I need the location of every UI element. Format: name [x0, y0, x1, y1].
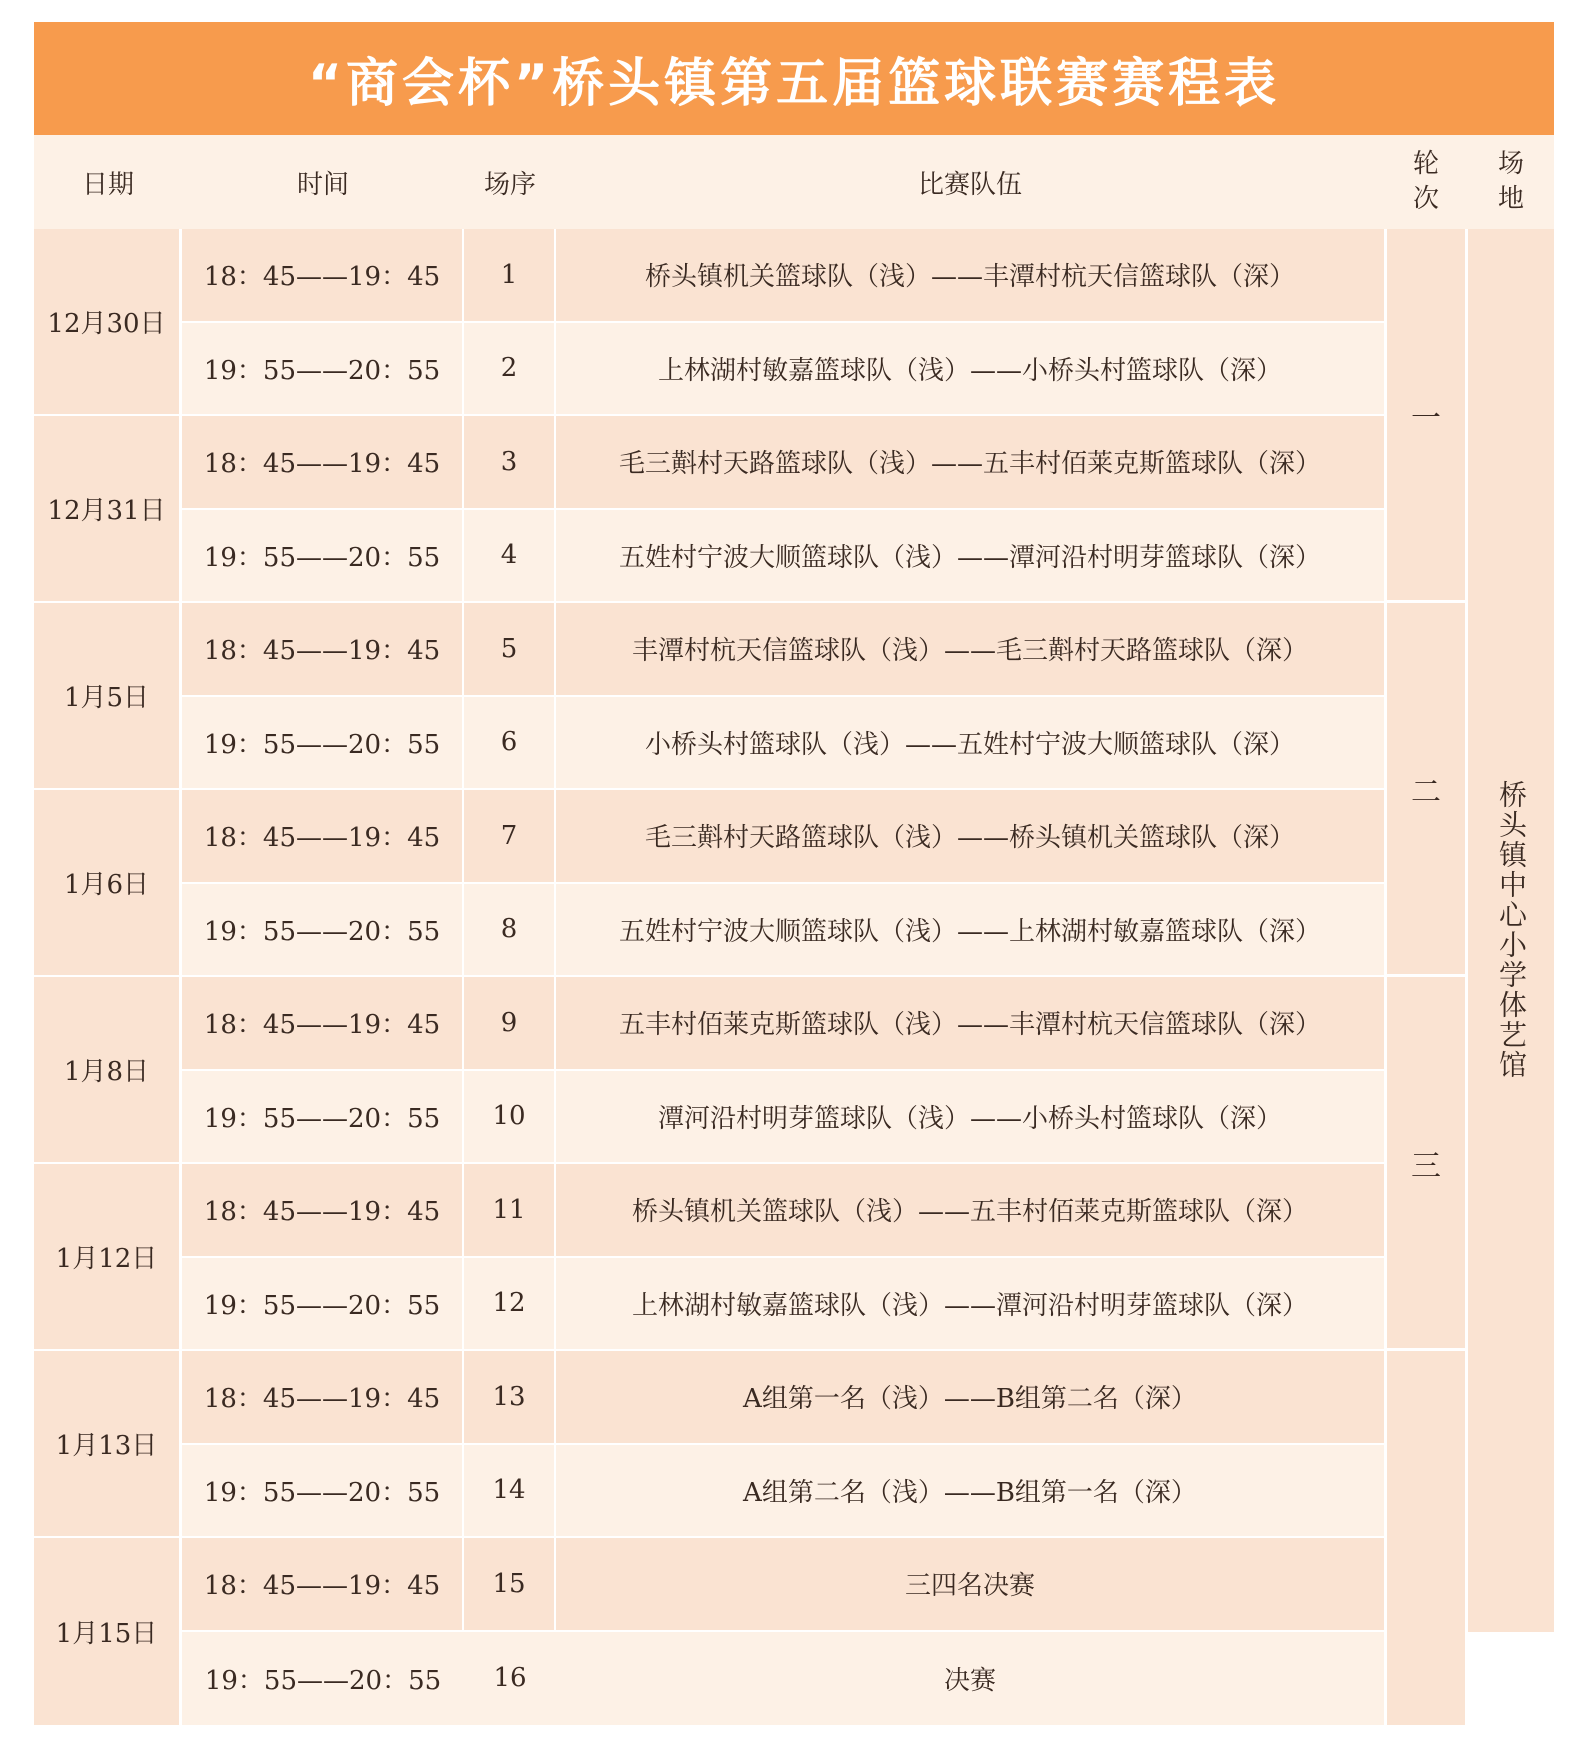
game-teams: 丰潭村杭天信篮球队（浅）——毛三斢村天路篮球队（深）	[556, 603, 1384, 697]
game-number: 15	[464, 1538, 556, 1632]
header-round-char-1: 轮	[1412, 148, 1439, 179]
game-time: 19：55——20：55	[182, 1632, 464, 1726]
header-venue	[1468, 135, 1554, 229]
header-round-char-2: 次	[1412, 184, 1439, 214]
game-teams: 五丰村佰莱克斯篮球队（浅）——丰潭村杭天信篮球队（深）	[556, 977, 1384, 1071]
schedule-table	[34, 135, 1554, 1725]
game-number: 6	[464, 697, 556, 791]
game-time: 19：55——20：55	[182, 510, 464, 604]
game-number: 3	[464, 416, 556, 510]
game-time: 19：55——20：55	[182, 1445, 464, 1539]
game-number: 4	[464, 510, 556, 604]
game-teams: 三四名决赛	[556, 1538, 1384, 1632]
header-round	[1384, 135, 1468, 229]
title-bar	[34, 22, 1554, 135]
game-time: 19：55——20：55	[182, 1258, 464, 1352]
game-time: 19：55——20：55	[182, 1071, 464, 1165]
header-time: 时间	[182, 135, 464, 229]
game-number: 11	[464, 1164, 556, 1258]
game-number: 14	[464, 1445, 556, 1539]
game-time: 18：45——19：45	[182, 416, 464, 510]
game-time: 19：55——20：55	[182, 697, 464, 791]
game-number: 13	[464, 1351, 556, 1445]
game-number: 8	[464, 884, 556, 978]
date-cell: 1月12日	[34, 1164, 182, 1351]
game-teams: 上林湖村敏嘉篮球队（浅）——小桥头村篮球队（深）	[556, 323, 1384, 417]
schedule-sheet	[34, 22, 1554, 1725]
header-venue-char-1: 场	[1497, 148, 1524, 179]
game-teams: 潭河沿村明芽篮球队（浅）——小桥头村篮球队（深）	[556, 1071, 1384, 1165]
game-time: 19：55——20：55	[182, 884, 464, 978]
game-time: 18：45——19：45	[182, 603, 464, 697]
game-time: 18：45——19：45	[182, 1538, 464, 1632]
game-teams: 五姓村宁波大顺篮球队（浅）——上林湖村敏嘉篮球队（深）	[556, 884, 1384, 978]
game-time: 18：45——19：45	[182, 229, 464, 323]
venue-cell: 桥头镇中心小学体艺馆	[1468, 229, 1554, 1632]
header-teams: 比赛队伍	[556, 135, 1384, 229]
round-cell: 三	[1384, 977, 1468, 1351]
game-time: 18：45——19：45	[182, 1351, 464, 1445]
game-number: 1	[464, 229, 556, 323]
header-venue-char-2: 地	[1497, 184, 1524, 214]
game-number: 7	[464, 790, 556, 884]
round-cell: 二	[1384, 603, 1468, 977]
game-time: 18：45——19：45	[182, 790, 464, 884]
game-number: 16	[464, 1632, 556, 1726]
date-cell: 1月15日	[34, 1538, 182, 1725]
game-time: 18：45——19：45	[182, 977, 464, 1071]
round-cell: 一	[1384, 229, 1468, 603]
game-number: 2	[464, 323, 556, 417]
game-number: 10	[464, 1071, 556, 1165]
game-teams: 小桥头村篮球队（浅）——五姓村宁波大顺篮球队（深）	[556, 697, 1384, 791]
header-game-no: 场序	[464, 135, 556, 229]
game-number: 12	[464, 1258, 556, 1352]
date-cell: 1月13日	[34, 1351, 182, 1538]
round-cell-empty	[1384, 1351, 1468, 1725]
page-title: “商会杯”桥头镇第五届篮球联赛赛程表	[307, 54, 1281, 114]
date-cell: 12月31日	[34, 416, 182, 603]
game-teams: 毛三斢村天路篮球队（浅）——五丰村佰莱克斯篮球队（深）	[556, 416, 1384, 510]
game-teams: A组第一名（浅）——B组第二名（深）	[556, 1351, 1384, 1445]
game-teams: 五姓村宁波大顺篮球队（浅）——潭河沿村明芽篮球队（深）	[556, 510, 1384, 604]
game-number: 5	[464, 603, 556, 697]
date-cell: 1月8日	[34, 977, 182, 1164]
game-time: 19：55——20：55	[182, 323, 464, 417]
game-teams: 桥头镇机关篮球队（浅）——丰潭村杭天信篮球队（深）	[556, 229, 1384, 323]
date-cell: 12月30日	[34, 229, 182, 416]
date-cell: 1月5日	[34, 603, 182, 790]
game-teams: 决赛	[556, 1632, 1384, 1726]
venue-blank	[1468, 1632, 1554, 1726]
game-time: 18：45——19：45	[182, 1164, 464, 1258]
date-cell: 1月6日	[34, 790, 182, 977]
game-teams: 上林湖村敏嘉篮球队（浅）——潭河沿村明芽篮球队（深）	[556, 1258, 1384, 1352]
game-teams: 桥头镇机关篮球队（浅）——五丰村佰莱克斯篮球队（深）	[556, 1164, 1384, 1258]
game-teams: 毛三斢村天路篮球队（浅）——桥头镇机关篮球队（深）	[556, 790, 1384, 884]
game-teams: A组第二名（浅）——B组第一名（深）	[556, 1445, 1384, 1539]
header-date: 日期	[34, 135, 182, 229]
game-number: 9	[464, 977, 556, 1071]
